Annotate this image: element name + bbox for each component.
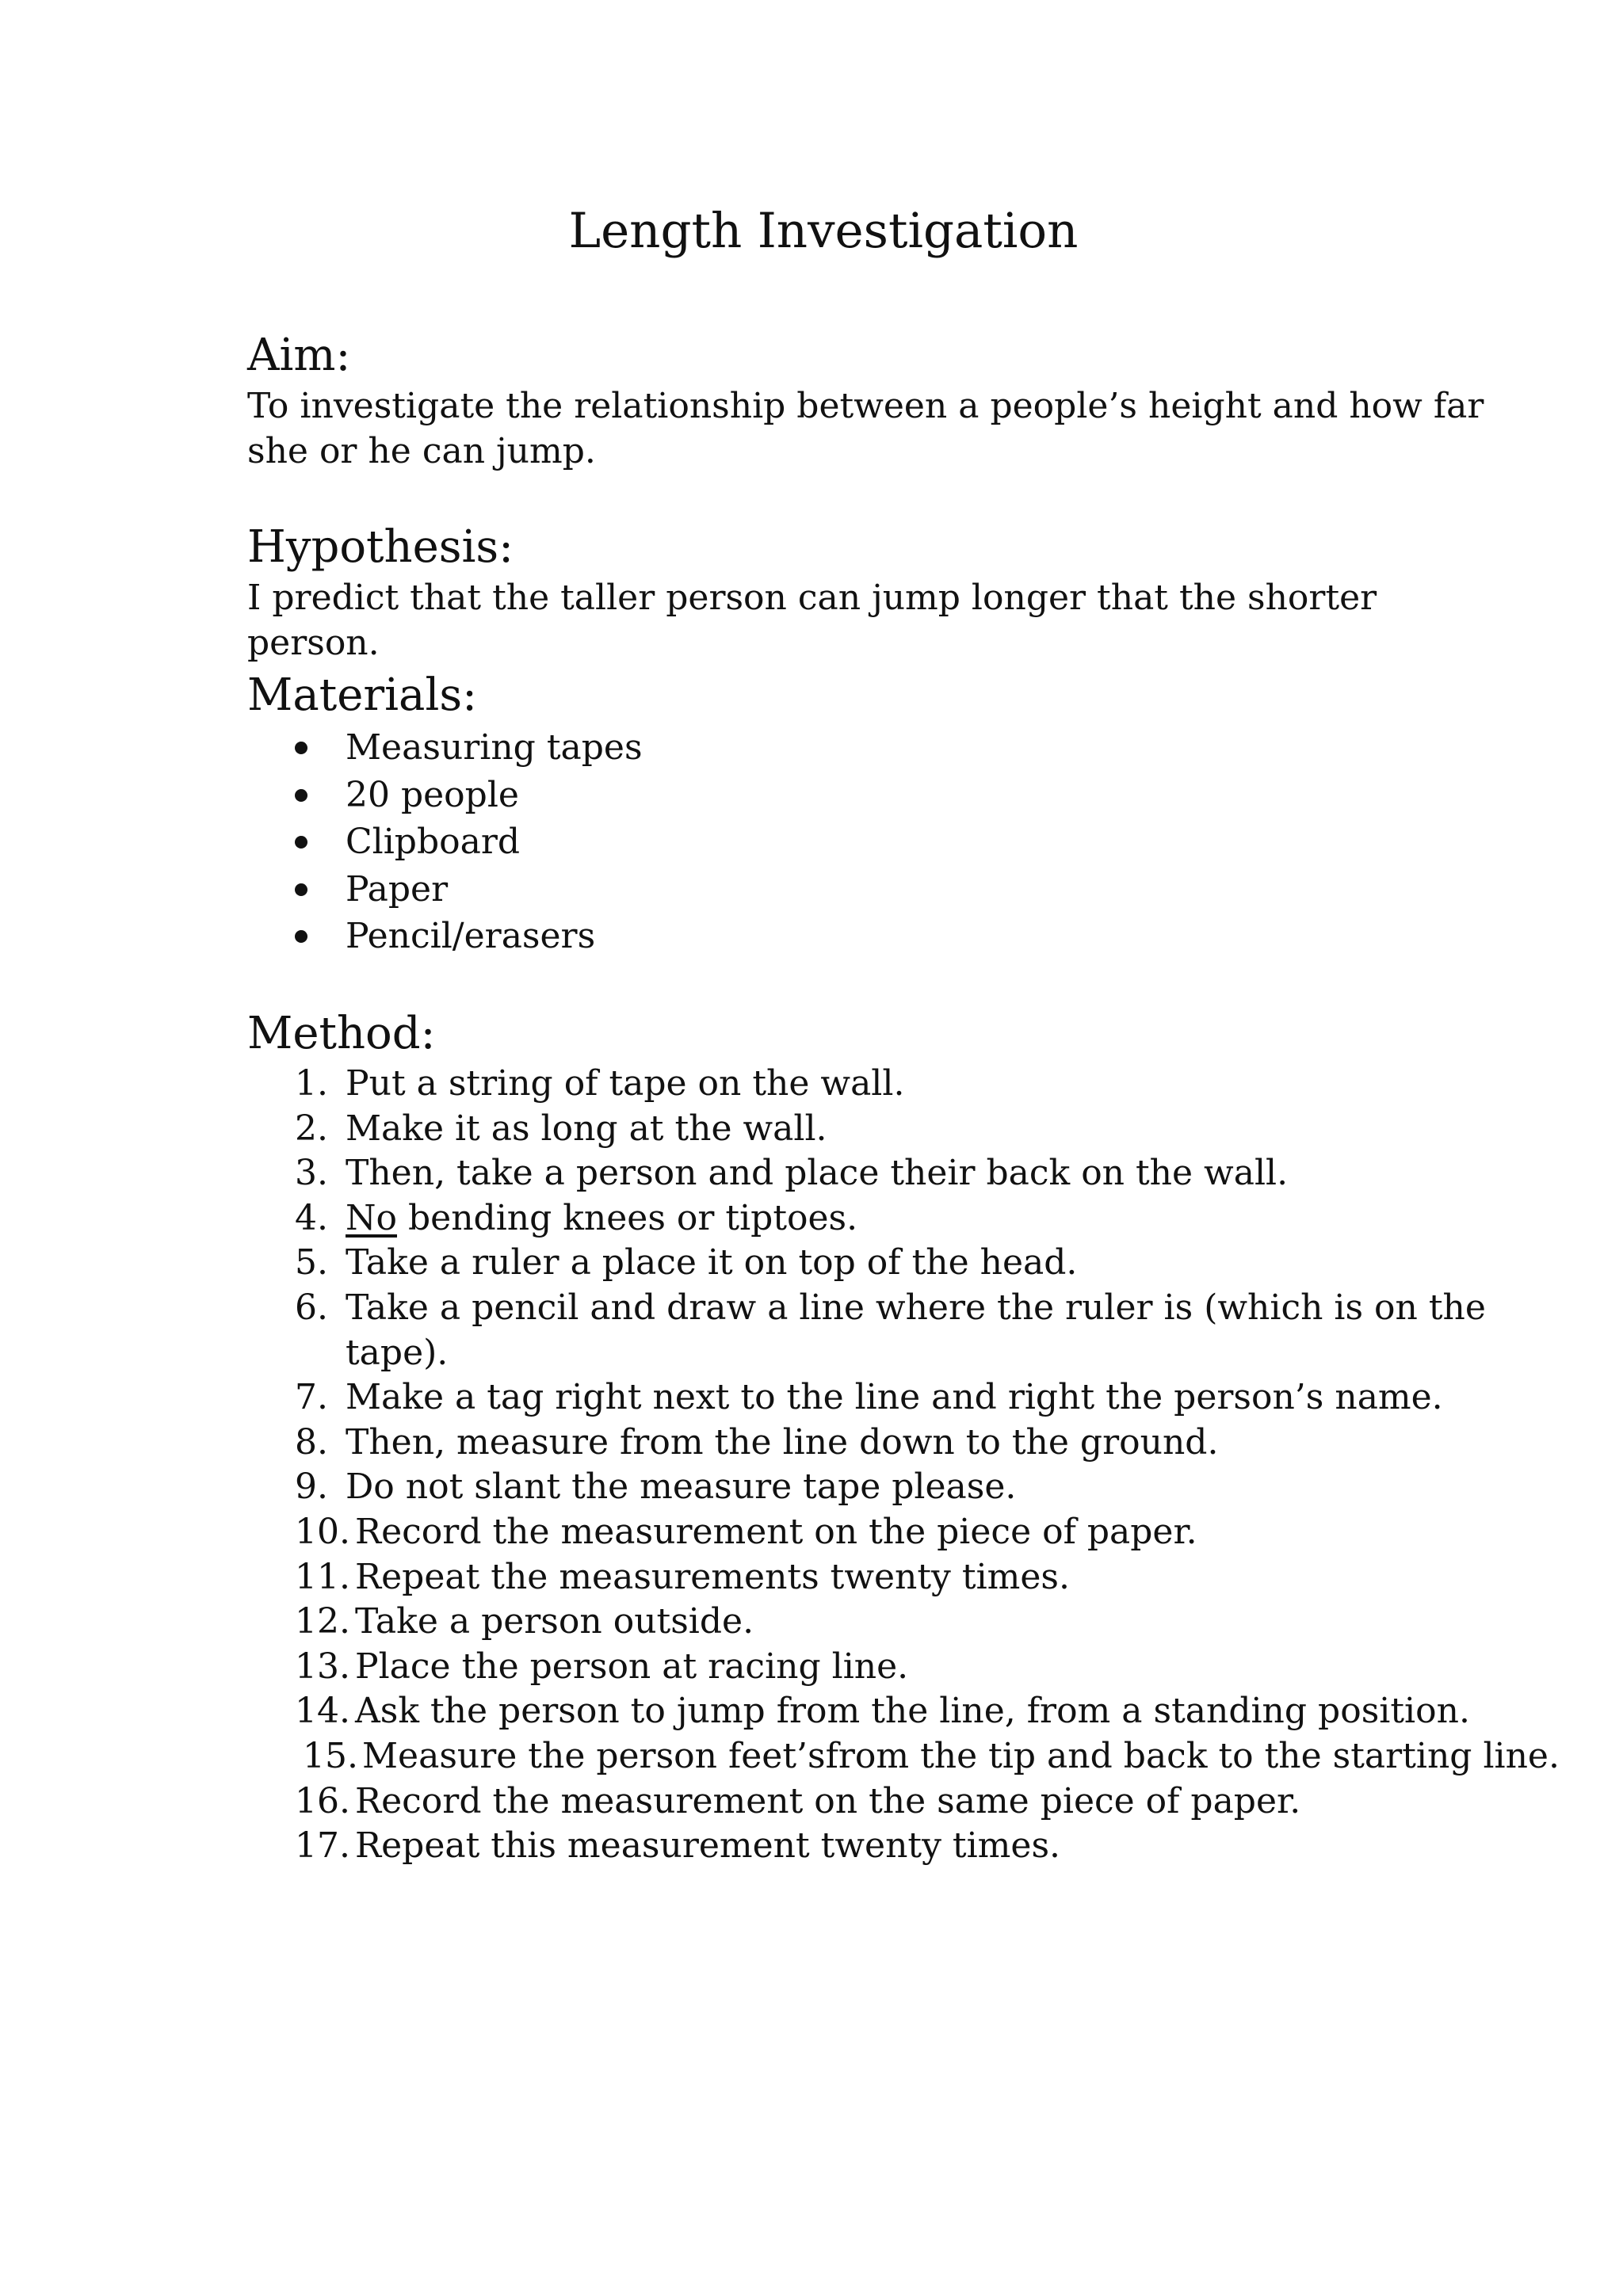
method-step: 13. Place the person at racing line. [295,1646,909,1687]
bullet-icon [295,789,307,802]
list-item: Measuring tapes [247,724,643,772]
method-step: 11. Repeat the measurements twenty times. [295,1556,1070,1597]
list-item: Paper [247,866,643,913]
list-item: Clipboard [247,818,643,866]
method-step: 17. Repeat this measurement twenty times. [295,1825,1061,1867]
method-step: 12. Take a person outside. [295,1601,754,1642]
method-step: 4. No bending knees or tiptoes. [295,1197,858,1238]
method-step: 9. Do not slant the measure tape please. [295,1466,1017,1508]
method-step: 16. Record the measurement on the same piece of paper. [295,1780,1301,1821]
materials-list [247,724,643,960]
hypothesis-heading: Hypothesis: [247,521,514,573]
method-step: 14. Ask the person to jump from the line, from a standing position. [295,1691,1470,1732]
bullet-icon [295,930,307,943]
method-heading: Method: [247,1008,436,1059]
list-item: 20 people [247,772,643,819]
method-step: 8. Then, measure from the line down to the ground. [295,1421,1219,1463]
method-step: 15. Measure the person feet’sfrom the tip and back to the starting line. [303,1735,1560,1776]
method-step: 6. Take a pencil and draw a line where the ruler is (which is on the tape). [295,1287,1486,1373]
method-step: 5. Take a ruler a place it on top of the head. [295,1242,1078,1283]
method-step: 1. Put a string of tape on the wall. [295,1063,905,1104]
method-step: 7. Make a tag right next to the line and right the person’s name. [295,1377,1443,1418]
materials-heading: Materials: [247,669,477,721]
method-step: 2. Make it as long at the wall. [295,1108,827,1149]
bullet-icon [295,742,307,754]
document-title: Length Investigation [568,203,1079,259]
bullet-icon [295,883,307,896]
underlined-word: No [346,1197,397,1238]
aim-heading: Aim: [247,330,351,381]
list-item: Pencil/erasers [247,913,643,960]
bullet-icon [295,836,307,849]
hypothesis-text: I predict that the taller person can jump longer that the shorter person. [247,578,1377,663]
method-step: 10. Record the measurement on the piece of paper. [295,1511,1197,1552]
aim-text: To investigate the relationship between a people’s height and how far she or he can jump. [247,386,1484,471]
method-steps [247,1062,1598,1869]
method-step: 3. Then, take a person and place their back on the wall. [295,1153,1289,1194]
